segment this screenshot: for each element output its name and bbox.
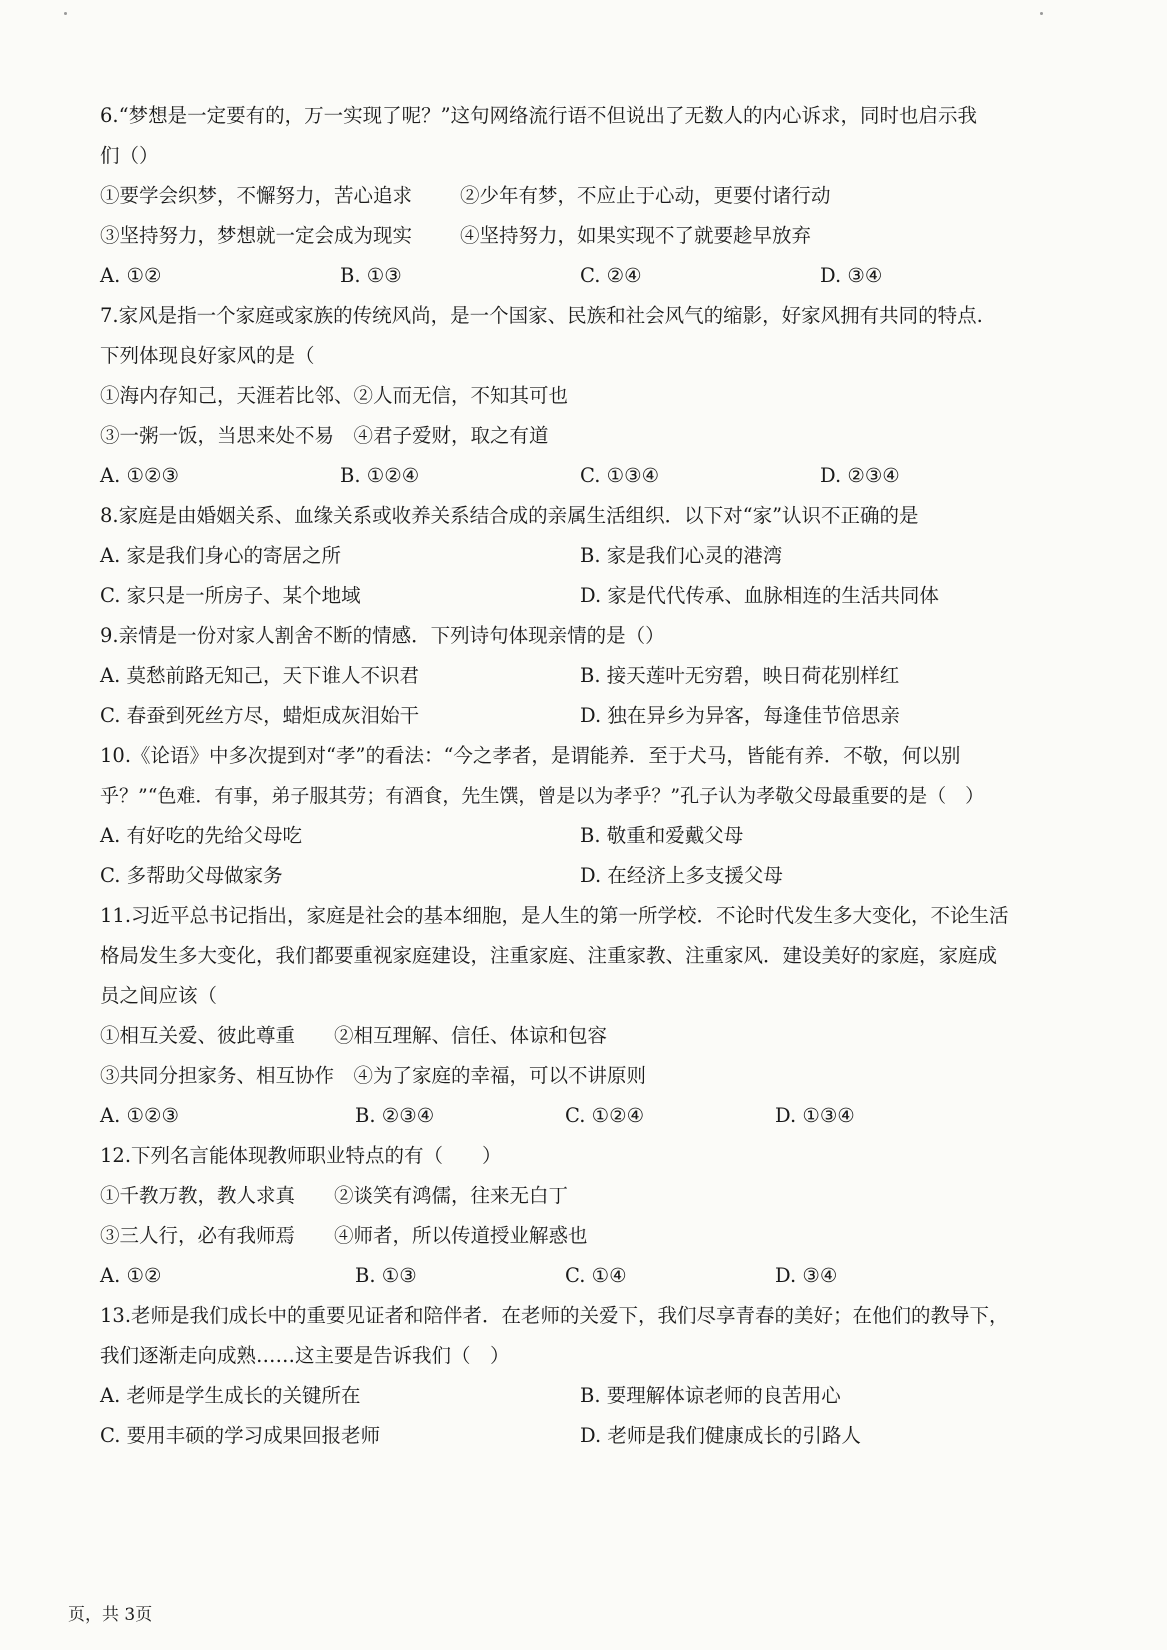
statement-row: ③一粥一饭，当思来处不易 ④君子爱财，取之有道 (100, 424, 549, 447)
question-stem-line: 8.家庭是由婚姻关系、血缘关系或收养关系结合成的亲属生活组织．以下对“家”认识不正确的是 (100, 504, 919, 527)
statement: ④坚持努力，如果实现不了就要趁早放弃 (460, 224, 812, 247)
option-d[interactable]: D. ③④ (775, 1264, 838, 1287)
question-stem-line: 员之间应该（ (100, 984, 218, 1007)
option-b[interactable]: B. ①②④ (340, 464, 420, 487)
page-footer: 页，共 3页 (68, 1605, 153, 1625)
option-row (100, 1096, 1060, 1136)
option-row (100, 576, 1060, 616)
question-stem-line: 10.《论语》中多次提到对“孝”的看法：“今之孝者，是谓能养．至于犬马，皆能有养．不敬，何以别 (100, 744, 961, 767)
question-13 (100, 1296, 1060, 1456)
option-c[interactable]: C. 多帮助父母做家务 (100, 864, 283, 887)
statement: ③坚持努力，梦想就一定会成为现实 (100, 224, 413, 247)
option-c[interactable]: C. ①②④ (565, 1104, 645, 1127)
option-a[interactable]: A. 老师是学生成长的关键所在 (100, 1384, 361, 1407)
option-d[interactable]: D. 在经济上多支援父母 (580, 864, 783, 887)
statement-row: ①海内存知己，天涯若比邻、②人而无信，不知其可也 (100, 384, 569, 407)
question-stem-line: 9.亲情是一份对家人割舍不断的情感．下列诗句体现亲情的是（） (100, 624, 665, 647)
question-stem-line: 格局发生多大变化，我们都要重视家庭建设，注重家庭、注重家教、注重家风．建设美好的家庭，家庭成 (100, 944, 998, 967)
option-row (100, 696, 1060, 736)
statement: ②少年有梦，不应止于心动，更要付诸行动 (460, 184, 831, 207)
question-stem-line: 11.习近平总书记指出，家庭是社会的基本细胞，是人生的第一所学校．不论时代发生多大变化，不论生活 (100, 904, 1009, 927)
option-b[interactable]: B. 要理解体谅老师的良苦用心 (580, 1384, 841, 1407)
option-c[interactable]: C. 春蚕到死丝方尽，蜡炬成灰泪始干 (100, 704, 420, 727)
question-stem-line: 乎？”“色难．有事，弟子服其劳；有酒食，先生馔，曾是以为孝乎？”孔子认为孝敬父母最重要的是（ ） (100, 785, 985, 807)
scan-speck (64, 12, 67, 15)
question-12 (100, 1136, 1060, 1296)
question-7 (100, 296, 1060, 496)
option-row (100, 656, 1060, 696)
option-row (100, 1416, 1060, 1456)
option-d[interactable]: D. 家是代代传承、血脉相连的生活共同体 (580, 584, 939, 607)
option-b[interactable]: B. ②③④ (355, 1104, 435, 1127)
option-a[interactable]: A. ①②③ (100, 464, 179, 487)
option-d[interactable]: D. 老师是我们健康成长的引路人 (580, 1424, 861, 1447)
question-8 (100, 496, 1060, 616)
option-b[interactable]: B. 接天莲叶无穷碧，映日荷花别样红 (580, 664, 900, 687)
question-stem-line: 7.家风是指一个家庭或家族的传统风尚，是一个国家、民族和社会风气的缩影，好家风拥有共同的特点. (100, 304, 983, 327)
option-a[interactable]: A. ①②③ (100, 1104, 179, 1127)
option-d[interactable]: D. ③④ (820, 264, 883, 287)
option-b[interactable]: B. 家是我们心灵的港湾 (580, 544, 783, 567)
option-row (100, 816, 1060, 856)
option-a[interactable]: A. ①② (100, 264, 162, 287)
option-row (100, 856, 1060, 896)
question-list (100, 96, 1060, 1456)
question-stem-line: 下列体现良好家风的是（ (100, 344, 315, 367)
statement-row: ③三人行，必有我师焉 ④师者，所以传道授业解惑也 (100, 1224, 588, 1247)
statement-row: ①千教万教，教人求真 ②谈笑有鸿儒，往来无白丁 (100, 1184, 569, 1207)
question-11 (100, 896, 1060, 1136)
option-c[interactable]: C. 要用丰硕的学习成果回报老师 (100, 1424, 381, 1447)
question-10 (100, 736, 1060, 896)
statement-row (100, 176, 1060, 216)
option-d[interactable]: D. ②③④ (820, 464, 900, 487)
option-b[interactable]: B. ①③ (340, 264, 402, 287)
option-c[interactable]: C. ①④ (565, 1264, 627, 1287)
question-stem-line: 我们逐渐走向成熟……这主要是告诉我们（ ） (100, 1344, 510, 1367)
option-d[interactable]: D. 独在异乡为异客，每逢佳节倍思亲 (580, 704, 900, 727)
option-row (100, 256, 1060, 296)
option-c[interactable]: C. ②④ (580, 264, 642, 287)
option-c[interactable]: C. 家只是一所房子、某个地域 (100, 584, 361, 607)
option-b[interactable]: B. ①③ (355, 1264, 417, 1287)
option-c[interactable]: C. ①③④ (580, 464, 660, 487)
statement-row: ③共同分担家务、相互协作 ④为了家庭的幸福，可以不讲原则 (100, 1064, 647, 1087)
statement-row: ①相互关爱、彼此尊重 ②相互理解、信任、体谅和包容 (100, 1024, 608, 1047)
question-stem-line: 13.老师是我们成长中的重要见证者和陪伴者．在老师的关爱下，我们尽享青春的美好；在他们的教导下， (100, 1304, 1009, 1327)
question-stem-line: 们（） (100, 144, 159, 167)
option-a[interactable]: A. 莫愁前路无知己，天下谁人不识君 (100, 664, 419, 687)
option-row (100, 1376, 1060, 1416)
option-a[interactable]: A. 有好吃的先给父母吃 (100, 824, 302, 847)
statement-row (100, 216, 1060, 256)
scan-speck (1040, 12, 1043, 15)
option-row (100, 456, 1060, 496)
statement: ①要学会织梦，不懈努力，苦心追求 (100, 184, 413, 207)
question-stem-line: 6.“梦想是一定要有的，万一实现了呢？”这句网络流行语不但说出了无数人的内心诉求，同时也启示我 (100, 104, 978, 127)
option-row (100, 536, 1060, 576)
option-d[interactable]: D. ①③④ (775, 1104, 855, 1127)
option-a[interactable]: A. ①② (100, 1264, 162, 1287)
option-b[interactable]: B. 敬重和爱戴父母 (580, 824, 744, 847)
question-6 (100, 96, 1060, 296)
option-row (100, 1256, 1060, 1296)
question-stem-line: 12.下列名言能体现教师职业特点的有（ ） (100, 1144, 502, 1167)
question-9 (100, 616, 1060, 736)
option-a[interactable]: A. 家是我们身心的寄居之所 (100, 544, 341, 567)
